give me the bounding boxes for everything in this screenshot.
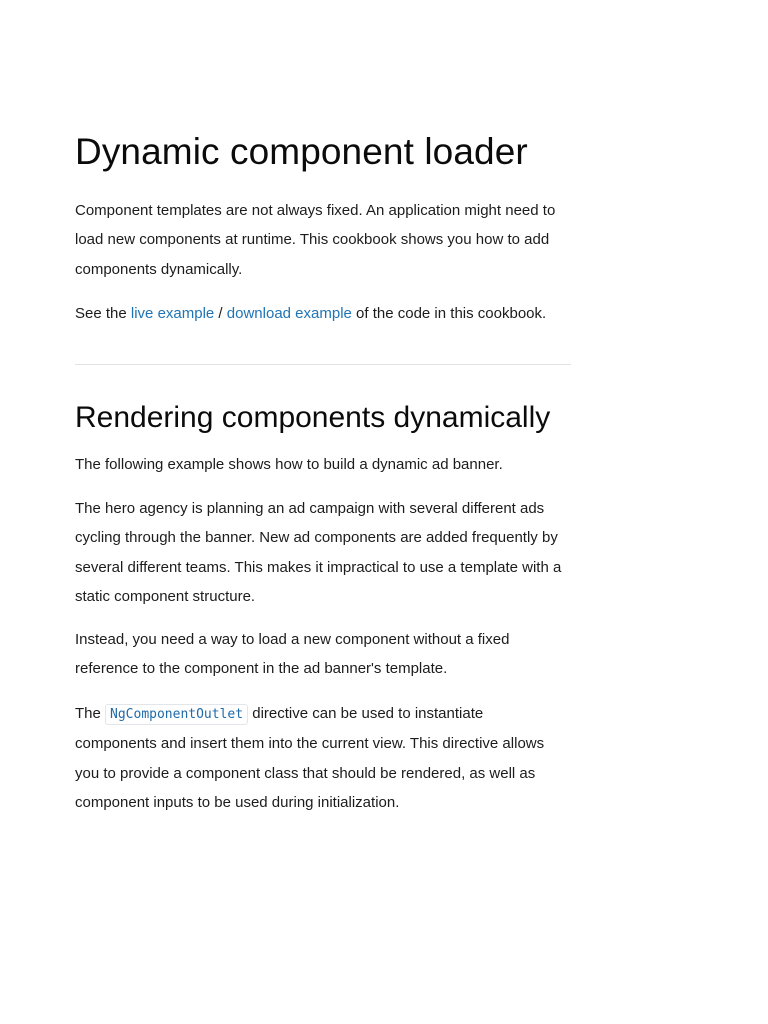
- section-paragraph-1: The following example shows how to build a dynamic ad banner.: [75, 456, 503, 473]
- intro-paragraph: Component templates are not always fixed. An application might need to load new components at runtime. This cookbook shows you how to add components dynamically.: [75, 202, 556, 278]
- download-example-link[interactable]: download example: [226, 305, 352, 322]
- section-paragraph-2: The hero agency is planning an ad campaign with several different ads cycling through the banner. New ad components are added frequently by several different teams. This makes it impractical to use a template with a static component structure.: [75, 500, 562, 605]
- section-divider: [75, 364, 571, 365]
- example-separator-text: /: [214, 305, 227, 322]
- p4-prefix-text: The: [75, 705, 106, 722]
- section-paragraph-3: Instead, you need a way to load a new component without a fixed reference to the component in the ad banner's template.: [75, 631, 510, 678]
- example-prefix-text: See the: [75, 305, 131, 322]
- example-links-paragraph: [75, 299, 595, 328]
- ng-component-outlet-code: NgComponentOutlet: [105, 704, 248, 725]
- section-heading: Rendering components dynamically: [75, 401, 551, 434]
- live-example-link[interactable]: live example: [130, 305, 215, 322]
- section-paragraph-4: [75, 699, 565, 817]
- page-title: Dynamic component loader: [75, 131, 528, 172]
- p4-suffix-text: directive can be used to instantiate components and insert them into the current view. This directive allows you to provide a component class that should be rendered, as well as component inputs to be used during initialization.: [75, 705, 545, 811]
- example-suffix-text: of the code in this cookbook.: [351, 305, 547, 322]
